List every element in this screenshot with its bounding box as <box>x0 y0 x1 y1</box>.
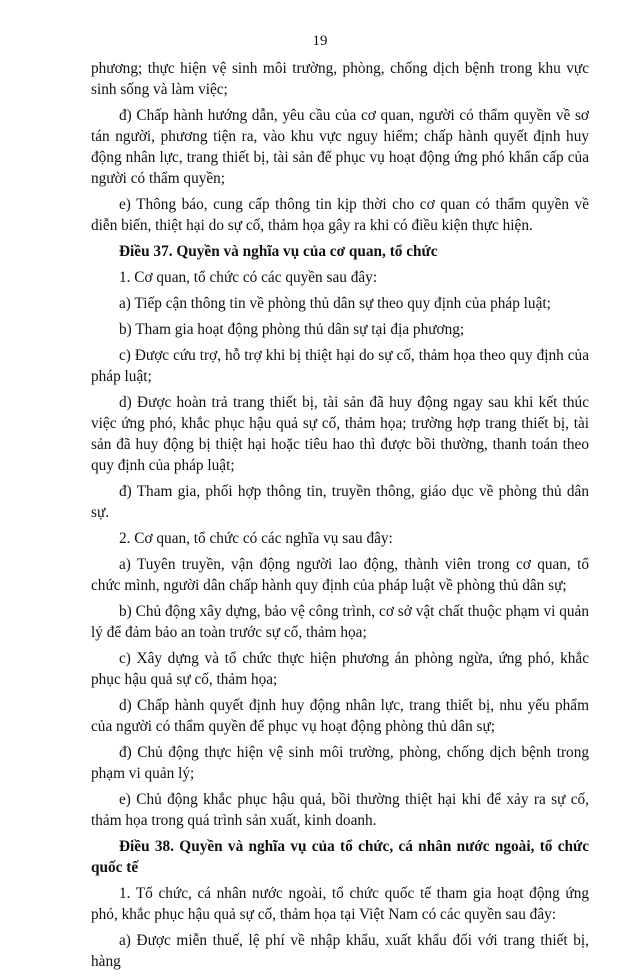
paragraph: đ) Chấp hành hướng dẫn, yêu cầu của cơ quan, người có thẩm quyền về sơ tán người, phương tiện ra, vào khu vực nguy hiểm; chấp hành quyết định huy động nhân lực, trang thiết bị, tài sản để phục vụ hoạt động ứng phó khẩn cấp của người có thẩm quyền; <box>91 107 589 187</box>
paragraph: 2. Cơ quan, tổ chức có các nghĩa vụ sau đây: <box>119 530 393 547</box>
paragraph: a) Được miễn thuế, lệ phí về nhập khẩu, xuất khẩu đối với trang thiết bị, hàng <box>91 932 589 970</box>
page-number: 19 <box>312 33 328 49</box>
paragraph: b) Tham gia hoạt động phòng thủ dân sự tại địa phương; <box>119 321 465 338</box>
paragraph: đ) Tham gia, phối hợp thông tin, truyền thông, giáo dục về phòng thủ dân sự. <box>91 483 589 521</box>
paragraph: 1. Tổ chức, cá nhân nước ngoài, tổ chức quốc tế tham gia hoạt động ứng phó, khắc phục hậu quả sự cố, thảm họa tại Việt Nam có các quyền sau đây: <box>91 885 589 923</box>
paragraph: e) Chủ động khắc phục hậu quả, bồi thường thiệt hại khi để xảy ra sự cố, thảm họa trong quá trình sản xuất, kinh doanh. <box>91 791 589 829</box>
article-heading: Điều 37. Quyền và nghĩa vụ của cơ quan, tổ chức <box>119 243 438 260</box>
paragraph: đ) Chủ động thực hiện vệ sinh môi trường, phòng, chống dịch bệnh trong phạm vi quản lý; <box>91 744 589 782</box>
paragraph: a) Tiếp cận thông tin về phòng thủ dân sự theo quy định của pháp luật; <box>119 295 551 312</box>
paragraph: b) Chủ động xây dựng, bảo vệ công trình, cơ sở vật chất thuộc phạm vi quản lý để đảm bảo an toàn trước sự cố, thảm họa; <box>91 603 589 641</box>
paragraph: 1. Cơ quan, tổ chức có các quyền sau đây: <box>119 269 378 286</box>
paragraph: d) Được hoàn trả trang thiết bị, tài sản đã huy động ngay sau khi kết thúc việc ứng phó, khắc phục hậu quả sự cố, thảm họa; trường hợp trang thiết bị, tài sản đã huy động bị thiệt hại hoặc tiêu hao thì được bồi thường, thanh toán theo quy định của pháp luật; <box>91 394 589 474</box>
paragraph: a) Tuyên truyền, vận động người lao động, thành viên trong cơ quan, tổ chức mình, người dân chấp hành quy định của pháp luật về phòng thủ dân sự; <box>91 556 589 594</box>
document-body <box>91 58 589 977</box>
paragraph: e) Thông báo, cung cấp thông tin kịp thời cho cơ quan có thẩm quyền về diễn biến, thiệt hại do sự cố, thảm họa gây ra khi có điều kiện thực hiện. <box>91 196 589 234</box>
paragraph: c) Xây dựng và tổ chức thực hiện phương án phòng ngừa, ứng phó, khắc phục hậu quả sự cố, thảm họa; <box>91 650 589 688</box>
paragraph-continuation: phương; thực hiện vệ sinh môi trường, phòng, chống dịch bệnh trong khu vực sinh sống và làm việc; <box>91 60 589 98</box>
paragraph: d) Chấp hành quyết định huy động nhân lực, trang thiết bị, nhu yếu phẩm của người có thẩm quyền để phục vụ hoạt động phòng thủ dân sự; <box>91 697 589 735</box>
article-heading: Điều 38. Quyền và nghĩa vụ của tổ chức, cá nhân nước ngoài, tổ chức quốc tế <box>91 838 589 876</box>
paragraph: c) Được cứu trợ, hỗ trợ khi bị thiệt hại do sự cố, thảm họa theo quy định của pháp luật; <box>91 347 589 385</box>
